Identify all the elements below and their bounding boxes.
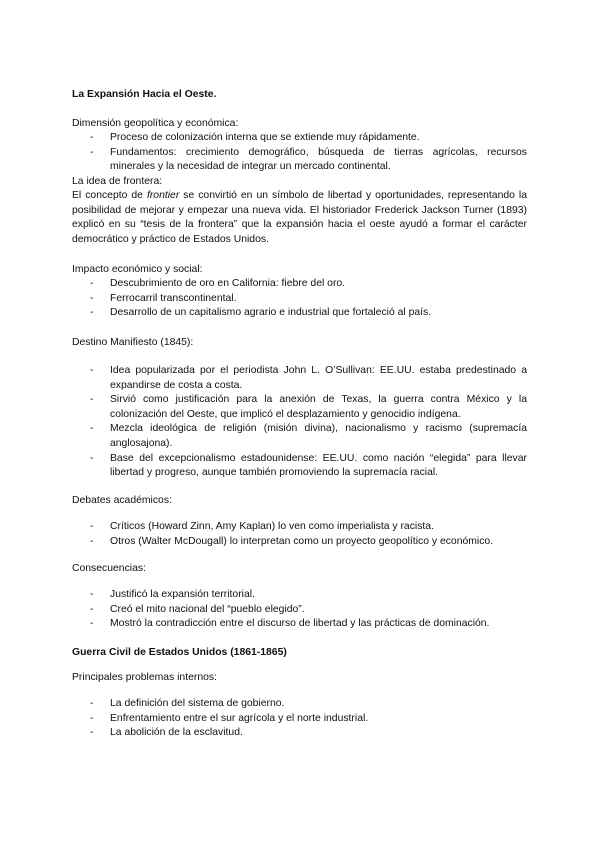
list-item: - Idea popularizada por el periodista John L. O’Sullivan: EE.UU. estaba predestinado a expandirse de costa a costa. [72,364,527,393]
list-item: - Fundamentos: crecimiento demográfico, búsqueda de tierras agrícolas, recursos minerales y la necesidad de integrar un mercado continental. [72,146,527,175]
list-item: - Mezcla ideológica de religión (misión divina), nacionalismo y racismo (supremacía anglosajona). [72,422,527,451]
list-item: - Descubrimiento de oro en California: fiebre del oro. [72,277,527,292]
section-title-guerra-civil: Guerra Civil de Estados Unidos (1861-1865) [72,647,287,658]
section-title-expansion: La Expansión Hacia el Oeste. [72,89,217,100]
list-item: - Justificó la expansión territorial. [72,588,527,603]
list-debates [72,520,527,549]
label-destino-manifiesto: Destino Manifiesto (1845): [72,337,194,348]
list-item: - Sirvió como justificación para la anexión de Texas, la guerra contra México y la colonización del Oeste, que implicó el desplazamiento y genocidio indígena. [72,393,527,422]
list-item: - Proceso de colonización interna que se extiende muy rápidamente. [72,131,527,146]
list-destino [72,364,527,481]
paragraph-text: se convirtió en un símbolo de libertad y oportunidades, representando la posibilidad de mejorar y empezar una nueva vida. El historiador Frederick Jackson Turner (1893) explicó en su “tesis de la frontera” que la expansión hacia el oeste ayudó a formar el carácter democrático y práctico de Estados Unidos. [72,190,527,245]
list-impacto [72,277,527,321]
label-idea-frontera: La idea de frontera: [72,176,163,187]
list-item: - Creó el mito nacional del “pueblo elegido”. [72,603,527,618]
label-impacto: Impacto económico y social: [72,264,203,275]
list-consecuencias [72,588,527,632]
list-item: - Enfrentamiento entre el sur agrícola y el norte industrial. [72,712,527,727]
list-item: - Ferrocarril transcontinental. [72,292,527,307]
label-dimension-geopolitica: Dimensión geopolítica y económica: [72,118,239,129]
emphasis-frontier: frontier [146,190,180,201]
label-debates: Debates académicos: [72,495,172,506]
list-item: - Críticos (Howard Zinn, Amy Kaplan) lo ven como imperialista y racista. [72,520,527,535]
paragraph-text: El concepto de [72,190,147,201]
list-item: - La abolición de la esclavitud. [72,726,527,741]
list-dimension [72,131,527,175]
list-item: - La definición del sistema de gobierno. [72,697,527,712]
list-item: - Mostró la contradicción entre el discurso de libertad y las prácticas de dominación. [72,617,527,632]
paragraph-frontera [72,189,527,247]
list-item: - Desarrollo de un capitalismo agrario e industrial que fortaleció al país. [72,306,527,321]
label-problemas-internos: Principales problemas internos: [72,672,217,683]
list-problemas [72,697,527,741]
label-consecuencias: Consecuencias: [72,563,146,574]
list-item: - Base del excepcionalismo estadounidense: EE.UU. como nación “elegida” para llevar libertad y progreso, aunque también promoviendo la supremacía racial. [72,452,527,481]
list-item: - Otros (Walter McDougall) lo interpretan como un proyecto geopolítico y económico. [72,535,527,550]
